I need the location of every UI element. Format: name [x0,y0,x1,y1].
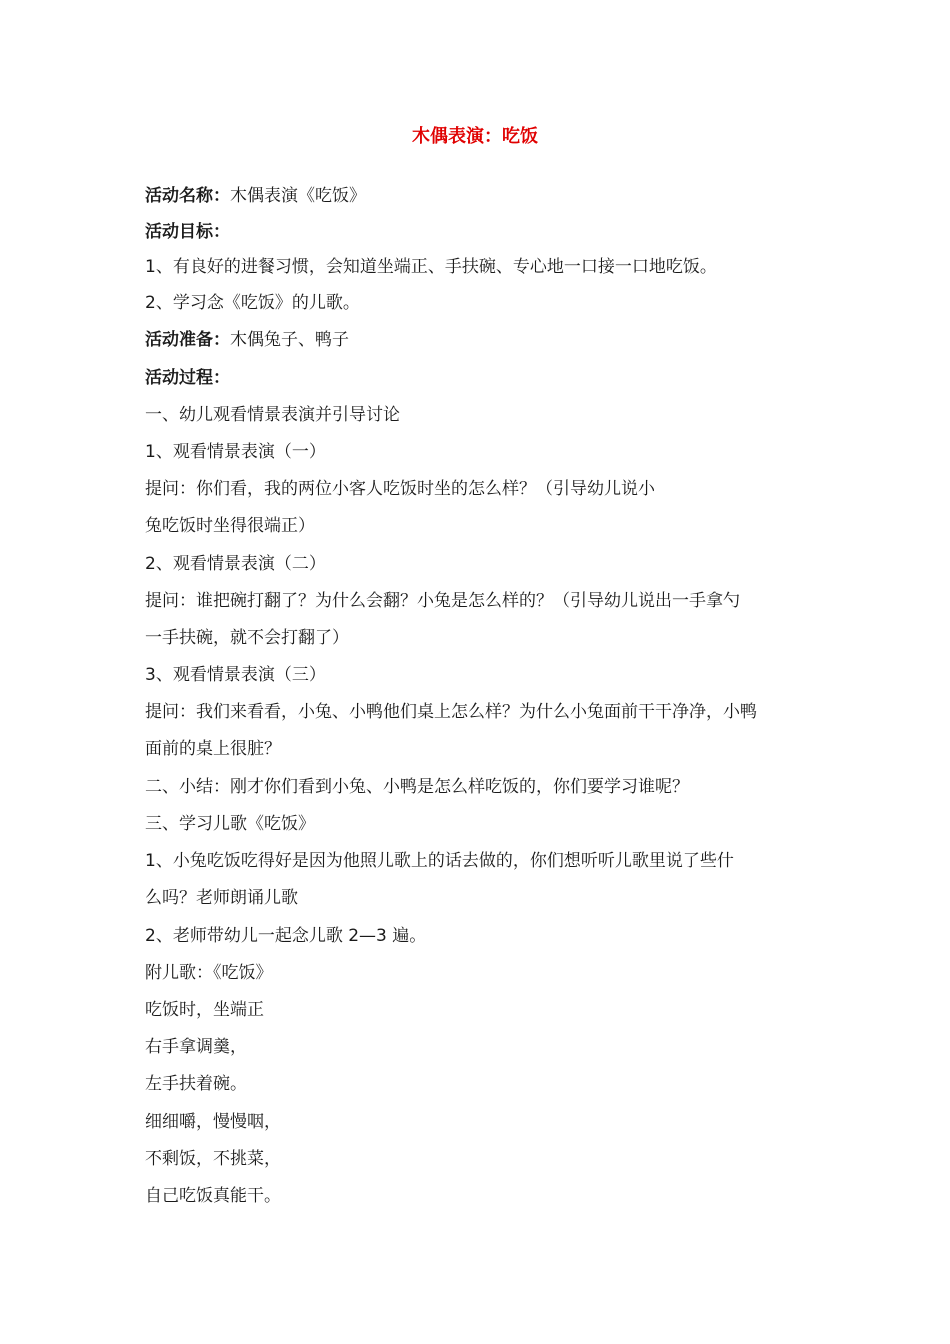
process-line: 提问：谁把碗打翻了？为什么会翻？小兔是怎么样的？（引导幼儿说出一手拿勺 [145,591,740,611]
process-line: 1、小兔吃饭吃得好是因为他照儿歌上的话去做的，你们想听听儿歌里说了些什 [145,851,734,871]
process-line: 二、小结：刚才你们看到小兔、小鸭是怎么样吃饭的，你们要学习谁呢？ [145,777,689,797]
process-line: 面前的桌上很脏？ [145,739,281,759]
poem-line: 右手拿调羹， [145,1037,247,1057]
process-line: 2、观看情景表演（二） [145,554,326,574]
process-line: 一手扶碗，就不会打翻了） [145,628,349,648]
process-line: 2、老师带幼儿一起念儿歌 2—3 遍。 [145,926,427,946]
process-line: 1、观看情景表演（一） [145,442,326,462]
activity-name-line [145,184,366,208]
process-label: 活动过程： [145,368,230,388]
poem-line: 左手扶着碗。 [145,1074,247,1094]
process-line: 兔吃饭时坐得很端正） [145,516,315,536]
activity-name-value: 木偶表演《吃饭》 [230,186,366,206]
process-line: 三、学习儿歌《吃饭》 [145,814,315,834]
page-title: 木偶表演：吃饭 [412,126,538,147]
poem-line: 不剩饭，不挑菜， [145,1149,281,1169]
preparation-label: 活动准备： [145,330,230,350]
process-line: 一、幼儿观看情景表演并引导讨论 [145,405,400,425]
goal-item: 1、有良好的进餐习惯，会知道坐端正、手扶碗、专心地一口接一口地吃饭。 [145,257,717,277]
process-line: 提问：你们看，我的两位小客人吃饭时坐的怎么样？（引导幼儿说小 [145,479,655,499]
poem-line: 自己吃饭真能干。 [145,1186,281,1206]
poem-line: 吃饭时，坐端正 [145,1000,264,1020]
process-line: 提问：我们来看看，小兔、小鸭他们桌上怎么样？为什么小兔面前干干净净，小鸭 [145,702,757,722]
poem-line: 细细嚼，慢慢咽， [145,1112,281,1132]
activity-name-label: 活动名称： [145,186,230,206]
process-line: 3、观看情景表演（三） [145,665,326,685]
process-line: 附儿歌：《吃饭》 [145,963,273,983]
goals-label: 活动目标： [145,222,230,242]
goal-item: 2、学习念《吃饭》的儿歌。 [145,293,360,313]
process-line: 么吗？老师朗诵儿歌 [145,888,298,908]
preparation-value: 木偶兔子、鸭子 [230,330,349,350]
preparation-line [145,328,349,352]
